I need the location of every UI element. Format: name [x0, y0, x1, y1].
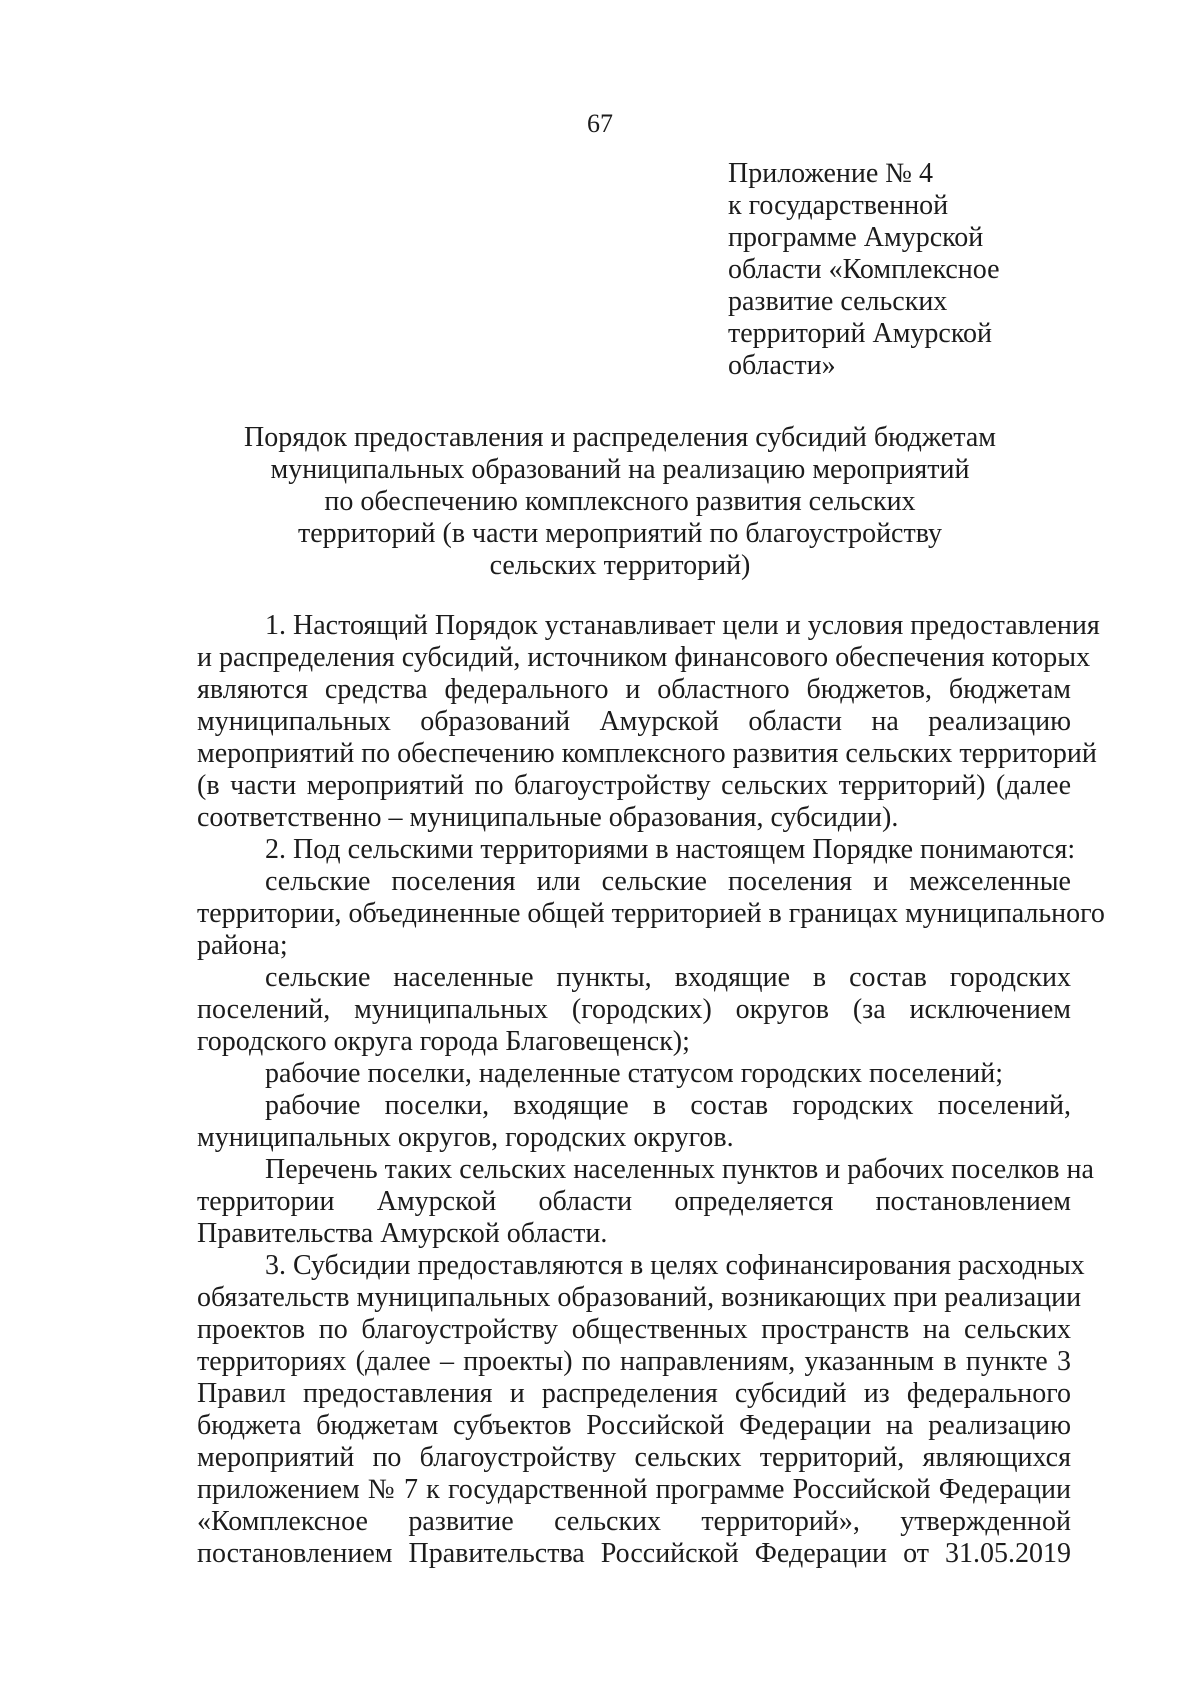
appendix-line: развитие сельских	[728, 286, 948, 317]
paragraph-1-line: соответственно – муниципальные образования, субсидии).	[197, 802, 899, 833]
paragraph-3-line: постановлением Правительства Российской Федерации от 31.05.2019	[197, 1538, 1071, 1569]
appendix-line: области «Комплексное	[728, 254, 1000, 285]
appendix-line: Приложение № 4	[728, 158, 933, 189]
paragraph-3-line: приложением № 7 к государственной программе Российской Федерации	[197, 1474, 1071, 1505]
paragraph-3-line: территориях (далее – проекты) по направлениям, указанным в пункте 3	[197, 1346, 1071, 1377]
paragraph-2-item-line: территории, объединенные общей территорией в границах муниципального	[197, 898, 1105, 929]
paragraph-2-list-line: территории Амурской области определяется постановлением	[197, 1186, 1071, 1217]
paragraph-2-item-line: сельские поселения или сельские поселения и межселенные	[265, 866, 1071, 897]
paragraph-1-line: и распределения субсидий, источником финансового обеспечения которых	[197, 642, 1091, 673]
document-body	[197, 610, 1105, 1570]
title-line: по обеспечению комплексного развития сельских	[324, 486, 916, 517]
paragraph-3-line: обязательств муниципальных образований, возникающих при реализации	[197, 1282, 1082, 1313]
paragraph-2-list-line: Перечень таких сельских населенных пунктов и рабочих поселков на	[265, 1154, 1094, 1185]
paragraph-2-item-line: района;	[197, 930, 288, 961]
document-title	[190, 422, 1050, 582]
paragraph-2-list-line: Правительства Амурской области.	[197, 1218, 608, 1249]
appendix-line: территорий Амурской	[728, 318, 993, 349]
paragraph-1-line: 1. Настоящий Порядок устанавливает цели и условия предоставления	[265, 610, 1100, 641]
paragraph-3-line: проектов по благоустройству общественных пространств на сельских	[197, 1314, 1071, 1345]
paragraph-3-line: Правил предоставления и распределения субсидий из федерального	[197, 1378, 1071, 1409]
paragraph-2-line: 2. Под сельскими территориями в настоящем Порядке понимаются:	[265, 834, 1076, 865]
paragraph-2-item-line: сельские населенные пункты, входящие в состав городских	[265, 962, 1071, 993]
title-line: территорий (в части мероприятий по благоустройству	[298, 518, 942, 549]
paragraph-1-line: являются средства федерального и областного бюджетов, бюджетам	[197, 674, 1071, 705]
appendix-line: области»	[728, 350, 836, 381]
paragraph-1-line: мероприятий по обеспечению комплексного развития сельских территорий	[197, 738, 1097, 769]
paragraph-2-item-line: поселений, муниципальных (городских) округов (за исключением	[197, 994, 1071, 1025]
paragraph-3-line: бюджета бюджетам субъектов Российской Федерации на реализацию	[197, 1410, 1071, 1441]
paragraph-2-item-line: городского округа города Благовещенск);	[197, 1026, 690, 1057]
title-line: Порядок предоставления и распределения субсидий бюджетам	[244, 422, 996, 453]
paragraph-2-item-line: рабочие поселки, наделенные статусом городских поселений;	[265, 1058, 1004, 1089]
appendix-header	[728, 158, 1048, 382]
paragraph-3-line: мероприятий по благоустройству сельских территорий, являющихся	[197, 1442, 1071, 1473]
page-number: 67	[587, 109, 613, 138]
title-line: муниципальных образований на реализацию мероприятий	[270, 454, 970, 485]
paragraph-2-item-line: рабочие поселки, входящие в состав городских поселений,	[265, 1090, 1071, 1121]
appendix-line: программе Амурской	[728, 222, 984, 253]
title-line: сельских территорий)	[489, 550, 751, 581]
paragraph-1-line: (в части мероприятий по благоустройству сельских территорий) (далее	[197, 770, 1071, 801]
paragraph-1-line: муниципальных образований Амурской области на реализацию	[197, 706, 1071, 737]
paragraph-2-item-line: муниципальных округов, городских округов.	[197, 1122, 734, 1153]
appendix-line: к государственной	[728, 190, 949, 221]
paragraph-3-line: «Комплексное развитие сельских территорий», утвержденной	[197, 1506, 1071, 1537]
paragraph-3-line: 3. Субсидии предоставляются в целях софинансирования расходных	[265, 1250, 1085, 1281]
